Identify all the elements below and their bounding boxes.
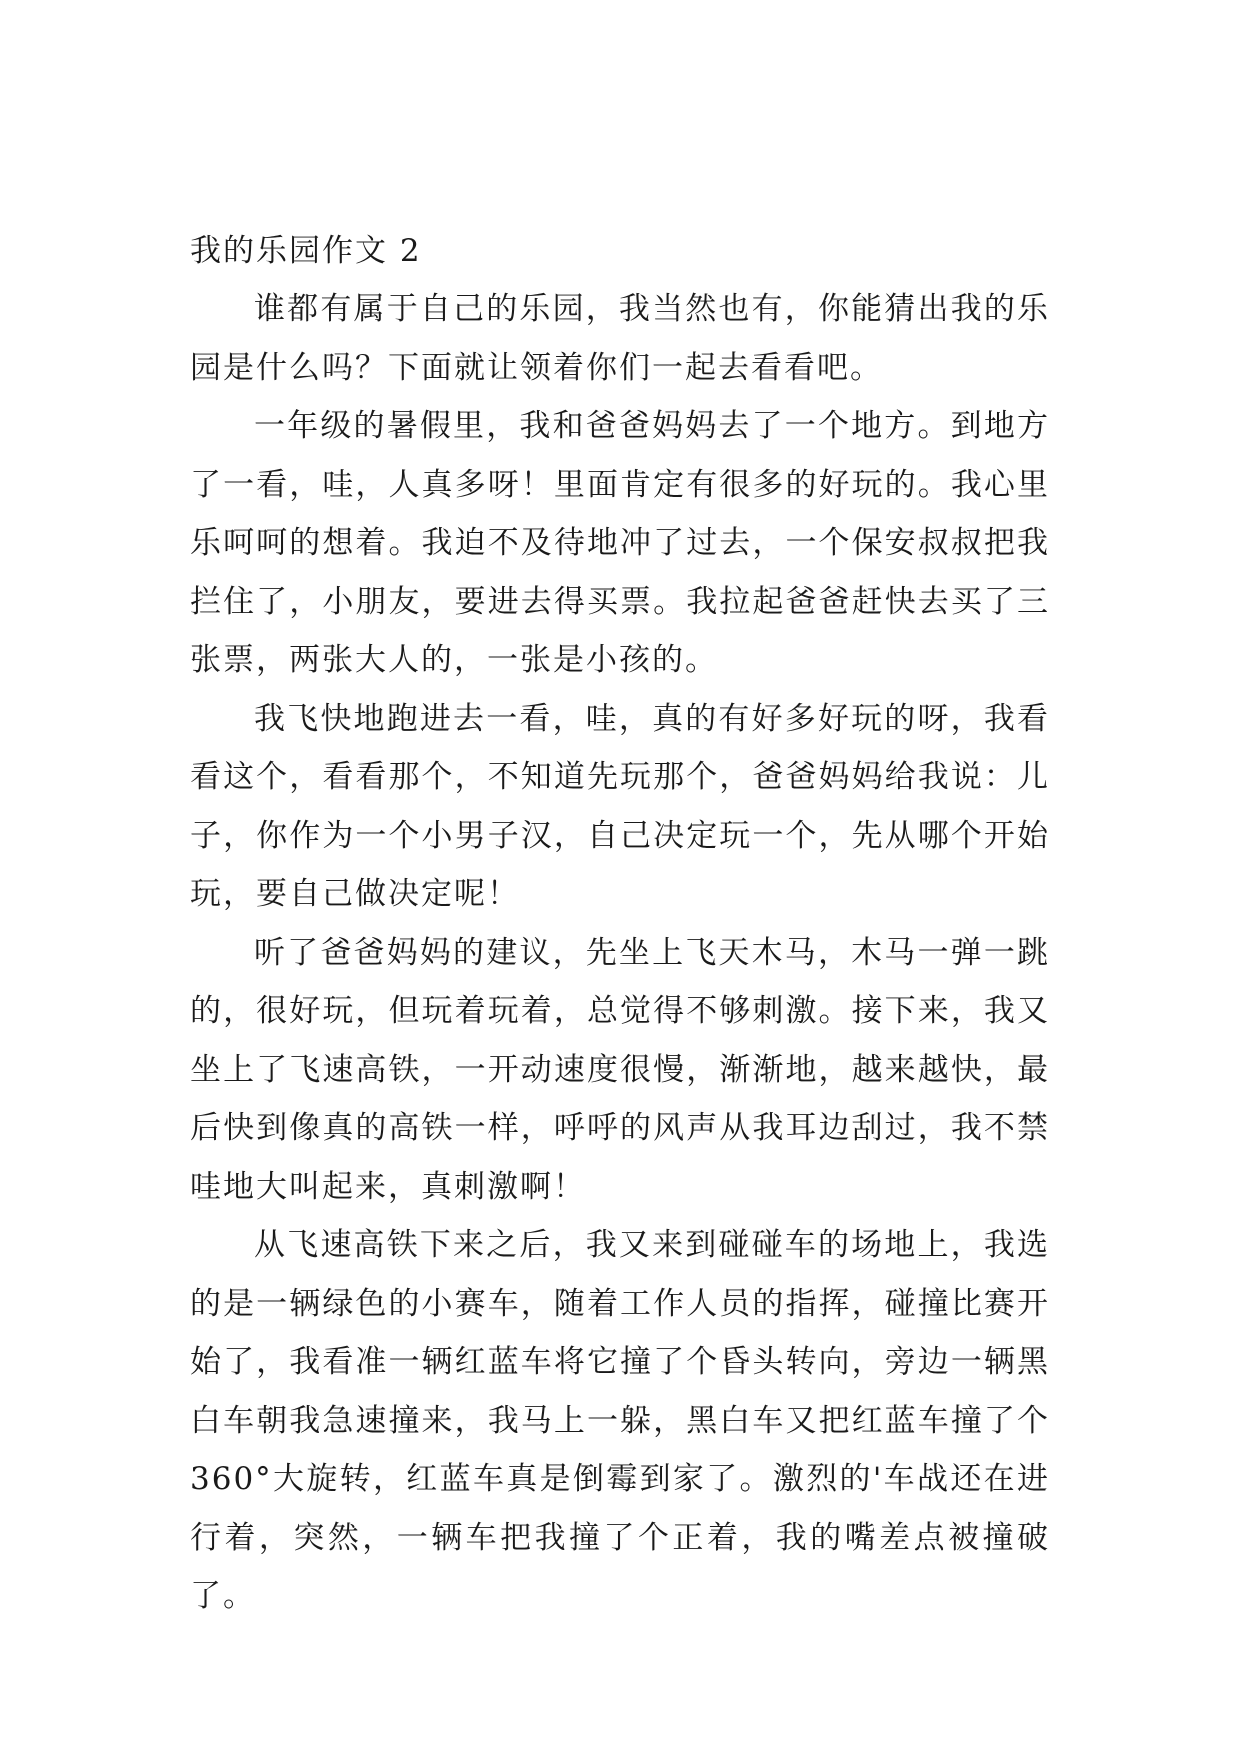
paragraph-rides: 听了爸爸妈妈的建议，先坐上飞天木马，木马一弹一跳的，很好玩，但玩着玩着，总觉得不够刺激。接下来，我又坐上了飞速高铁，一开动速度很慢，渐渐地，越来越快，最后快到像真的高铁一样，呼呼的风声从我耳边刮过，我不禁哇地大叫起来，真刺激啊！ <box>190 934 1050 1205</box>
document-page <box>190 222 1050 1626</box>
paragraph-arrival: 一年级的暑假里，我和爸爸妈妈去了一个地方。到地方了一看，哇，人真多呀！里面肯定有很多的好玩的。我心里乐呵呵的想着。我迫不及待地冲了过去，一个保安叔叔把我拦住了，小朋友，要进去得买票。我拉起爸爸赶快去买了三张票，两张大人的，一张是小孩的。 <box>190 408 1050 678</box>
paragraph-bumper-cars: 从飞速高铁下来之后，我又来到碰碰车的场地上，我选的是一辆绿色的小赛车，随着工作人员的指挥，碰撞比赛开始了，我看准一辆红蓝车将它撞了个昏头转向，旁边一辆黑白车朝我急速撞来，我马上一躲，黑白车又把红蓝车撞了个360°大旋转，红蓝车真是倒霉到家了。激烈的'车战还在进行着，突然，一辆车把我撞了个正着，我的嘴差点被撞破了。 <box>190 1227 1050 1614</box>
paragraph-choosing: 我飞快地跑进去一看，哇，真的有好多好玩的呀，我看看这个，看看那个，不知道先玩那个，爸爸妈妈给我说：儿子，你作为一个小男子汉，自己决定玩一个，先从哪个开始玩，要自己做决定呢！ <box>190 700 1050 912</box>
document-title: 我的乐园作文 2 <box>190 233 422 269</box>
paragraph-intro: 谁都有属于自己的乐园，我当然也有，你能猜出我的乐园是什么吗？下面就让领着你们一起去看看吧。 <box>190 291 1050 386</box>
